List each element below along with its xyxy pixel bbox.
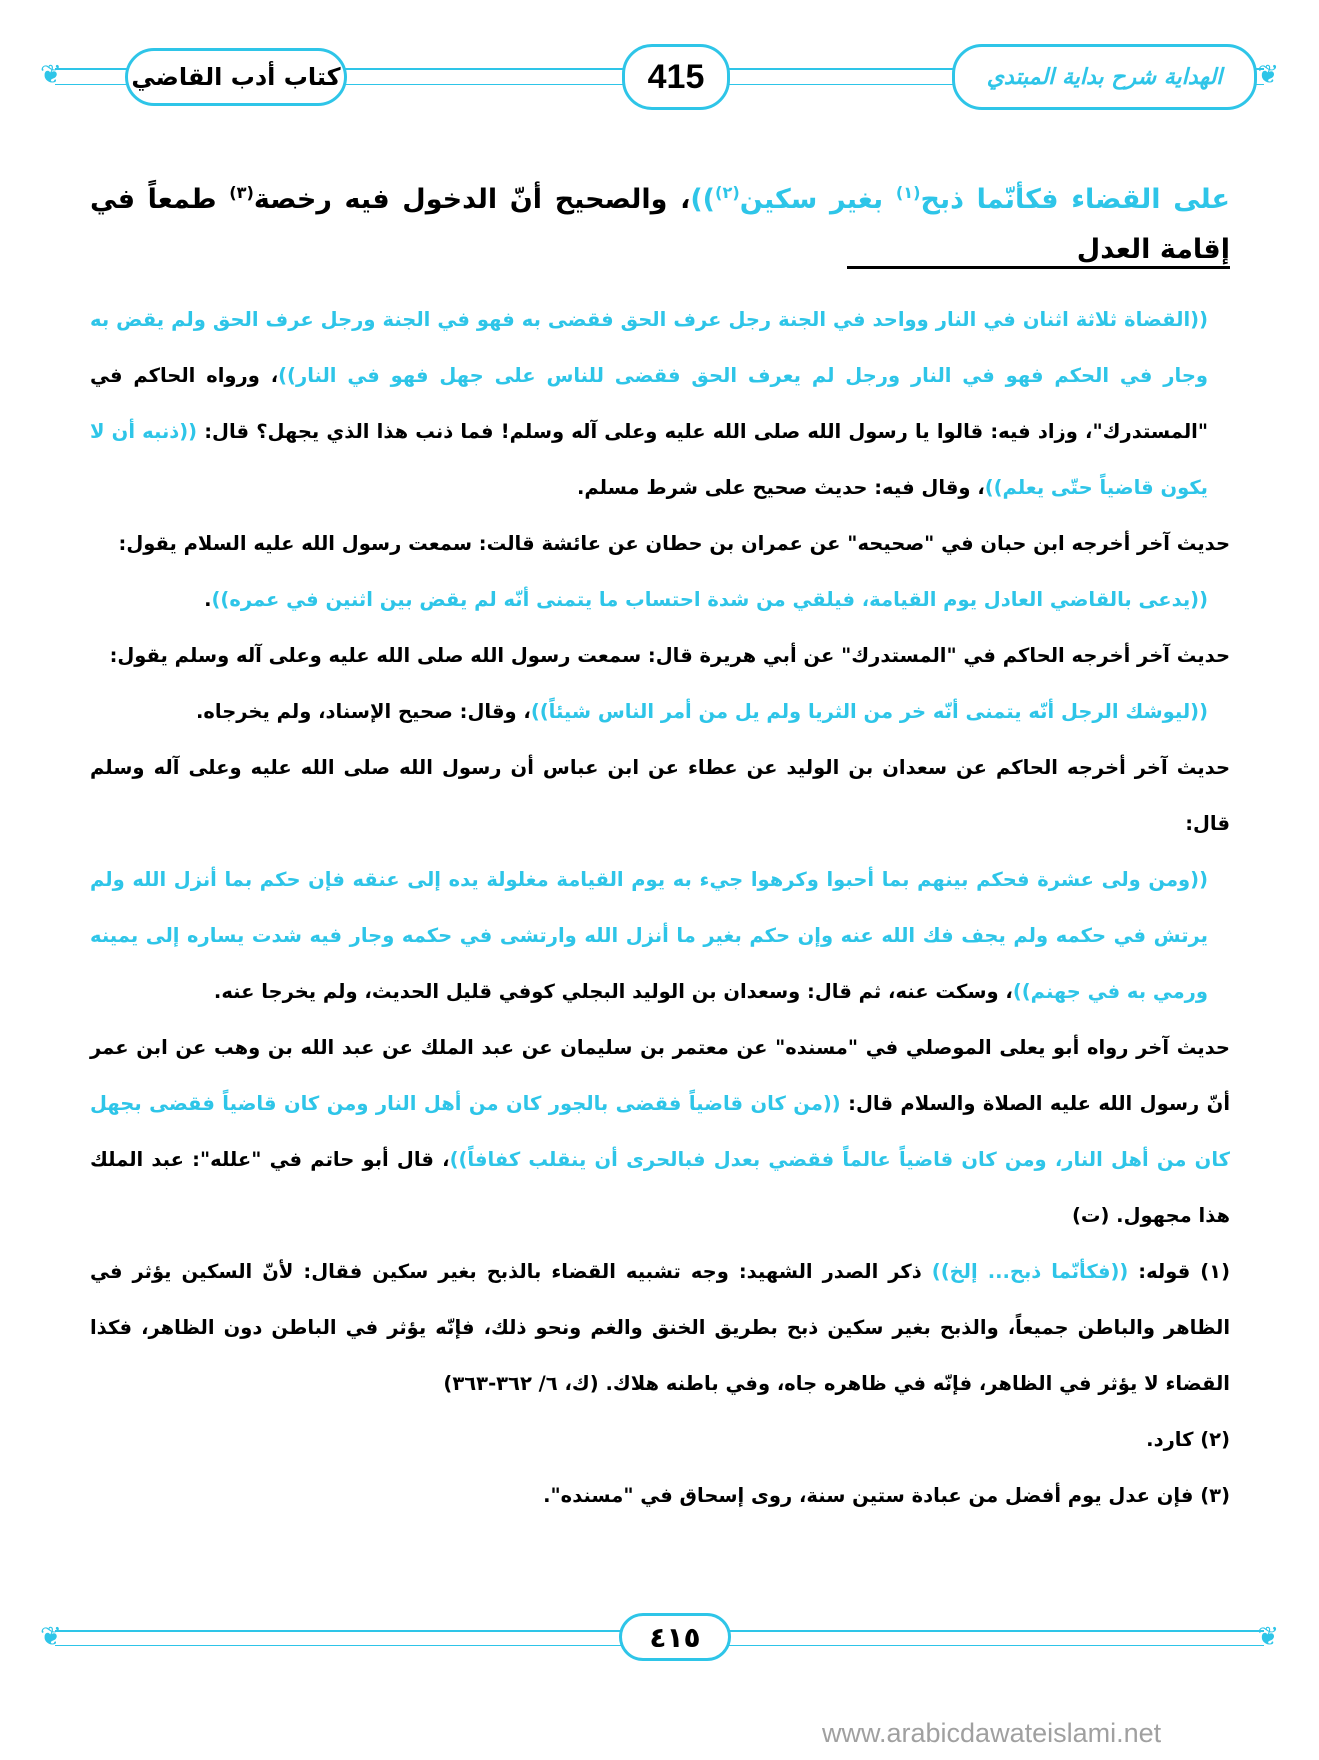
footnote-text: ذكر الصدر الشهيد: وجه تشبيه القضاء بالذبح بغير سكين فقال: لأنّ السكين يؤثر في الظاهر والباطن جميعاً، والذبح بغير سكين ذبح بطريق الخنق والغم ونحو ذلك، فإنّه يؤثر في الباطن دون الظاهر، فكذا القضاء لا يؤثر في الظاهر، فإنّه في ظاهره جاه، وفي باطنه هلاك. (ك، ٦/ ٣٦٢-٣٦٣) (90, 1260, 1230, 1395)
note-paragraph (90, 516, 1230, 572)
note-text: حديث آخر أخرجه ابن حبان في "صحيحه" عن عمران بن حطان عن عائشة قالت: سمعت رسول الله عليه السلام يقول: (118, 532, 1230, 555)
footnote-ref: (١) (895, 183, 921, 202)
footnote-separator (847, 266, 1230, 269)
hadith-quote: ((ذنبه أن لا يكون قاضياً حتّى يعلم)) (90, 420, 1208, 499)
footnote-ref: (٢) (715, 183, 740, 202)
footnote-label: قوله: (1128, 1260, 1191, 1283)
footnote-1 (90, 1244, 1230, 1412)
notes (90, 292, 1230, 1524)
footnote-text: فإن عدل يوم أفضل من عبادة ستين سنة، روى إسحاق في "مسنده". (543, 1484, 1194, 1507)
footnote-2 (90, 1412, 1230, 1468)
note-paragraph (90, 684, 1230, 740)
note-text: ، وقال: صحيح الإسناد، ولم يخرجاه. (196, 700, 531, 723)
hadith-quote: ((القضاة ثلاثة اثنان في النار وواحد في الجنة رجل عرف الحق فقضى به فهو في الجنة ورجل عرف الحق ولم يقض به وجار في الحكم فهو في النار ورجل لم يعرف الحق فقضى للناس على جهل فهو في النار)) (90, 308, 1208, 387)
note-paragraph (90, 572, 1230, 628)
book-title: الهداية شرح بداية المبتدي (986, 64, 1223, 90)
header-page-number: 415 (647, 57, 705, 96)
footnote-text: كارد. (1146, 1428, 1194, 1451)
note-paragraph (90, 628, 1230, 684)
hadith-quote: ((ليوشك الرجل أنّه يتمنى أنّه خر من الثريا ولم يل من أمر الناس شيئاً)) (530, 700, 1208, 723)
hadith-quote: ((ومن ولى عشرة فحكم بينهم بما أحبوا وكرهوا جيء به يوم القيامة مغلولة يده إلى عنقه فإن حكم بما أنزل الله ولم يرتش في حكمه ولم يجف فك الله عنه وإن حكم بغير ما أنزل الله وارتشى في حكمه وجار فيه شدت يساره إلى يمينه ورمي به في جهنم)) (90, 868, 1208, 1003)
footnote-ref: (٣) (229, 183, 254, 202)
main-text (90, 168, 1230, 275)
note-text: ، وسكت عنه، ثم قال: وسعدان بن الوليد البجلي كوفي قليل الحديث، ولم يخرجا عنه. (213, 980, 1013, 1003)
footnote-3 (90, 1468, 1230, 1524)
ornament-icon: ❦ (1257, 60, 1279, 90)
book-title-badge (952, 44, 1257, 110)
footnote-number: (٢) (1193, 1428, 1230, 1451)
footnote-quote: ((فكأنّما ذبح... إلخ)) (931, 1260, 1129, 1283)
note-text: . (204, 588, 212, 611)
note-text: ، قال أبو حاتم في "علله": عبد الملك هذا مجهول. (ت) (90, 1148, 1230, 1227)
note-text: ، وقال فيه: حديث صحيح على شرط مسلم. (576, 476, 985, 499)
note-paragraph (90, 1020, 1230, 1244)
website-watermark: www.arabicdawateislami.net (822, 1718, 1162, 1748)
main-quote-part: على القضاء فكأنّما ذبح (920, 184, 1230, 215)
note-text: حديث آخر أخرجه الحاكم عن سعدان بن الوليد عن عطاء عن ابن عباس أن رسول الله صلى الله عليه وعلى آله وسلم قال: (90, 756, 1230, 835)
main-quote-part: بغير سكين (739, 184, 896, 215)
note-text: حديث آخر رواه أبو يعلى الموصلي في "مسنده" عن معتمر بن سليمان عن عبد الملك عن عبد الله بن وهب عن ابن عمر أنّ رسول الله عليه الصلاة والسلام قال: (90, 1036, 1230, 1115)
note-paragraph (90, 852, 1230, 1020)
ornament-icon: ❦ (40, 60, 62, 90)
chapter-title: كتاب أدب القاضي (131, 63, 341, 91)
note-text: ، ورواه الحاكم في "المستدرك"، وزاد فيه: قالوا يا رسول الله صلى الله عليه وعلى آله وسلم! فما ذنب هذا الذي يجهل؟ قال: (90, 364, 1209, 443)
footer-page-badge (619, 1613, 731, 1661)
ornament-icon: ❦ (1257, 1622, 1279, 1652)
main-text-part: طمعاً في إقامة العدل (90, 184, 1230, 265)
chapter-title-badge (125, 48, 347, 106)
note-paragraph (90, 292, 1230, 516)
footnote-number: (٣) (1193, 1484, 1230, 1507)
footnote-number: (١) (1190, 1260, 1230, 1283)
hadith-quote: ((من كان قاضياً فقضى بالجور كان من أهل النار ومن كان قاضياً فقضى بجهل كان من أهل النار، ومن كان قاضياً عالماً فقضي بعدل فبالحرى أن ينقلب كفافاً)) (90, 1092, 1230, 1171)
header-page-badge (622, 44, 730, 110)
note-text: حديث آخر أخرجه الحاكم في "المستدرك" عن أبي هريرة قال: سمعت رسول الله صلى الله عليه وعلى آله وسلم يقول: (109, 644, 1230, 667)
hadith-quote: ((يدعى بالقاضي العادل يوم القيامة، فيلقي من شدة احتساب ما يتمنى أنّه لم يقض بين اثنين في عمره)) (211, 588, 1208, 611)
ornament-icon: ❦ (40, 1622, 62, 1652)
main-quote-part: )) (690, 184, 716, 215)
footer-page-number: ٤١٥ (649, 1620, 701, 1654)
main-text-part: ، والصحيح أنّ الدخول فيه رخصة (253, 184, 691, 215)
note-paragraph (90, 740, 1230, 852)
